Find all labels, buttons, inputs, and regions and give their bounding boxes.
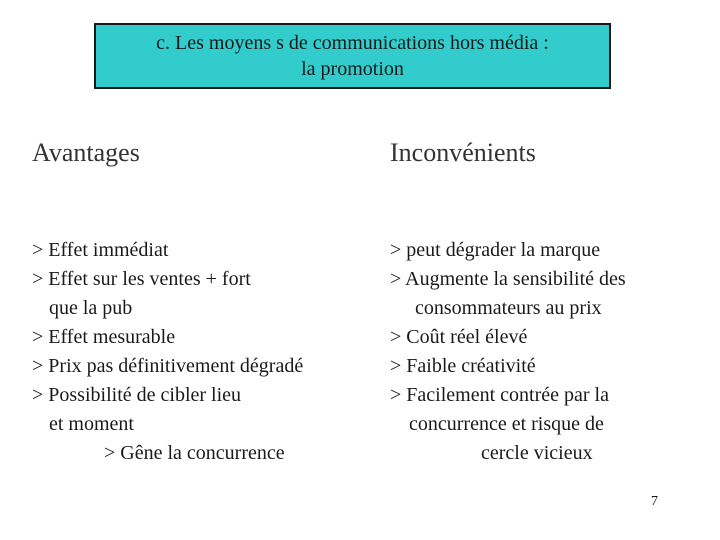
advantages-line: > Effet immédiat xyxy=(32,239,169,261)
advantages-line: > Effet sur les ventes + fort xyxy=(32,268,251,290)
slide-title-line-2: la promotion xyxy=(301,58,404,80)
slide-title-box xyxy=(94,23,611,89)
disadvantages-line: concurrence et risque de xyxy=(409,413,604,435)
advantages-heading: Avantages xyxy=(32,138,140,167)
advantages-list xyxy=(32,236,303,468)
advantages-line: que la pub xyxy=(49,297,133,319)
disadvantages-heading: Inconvénients xyxy=(390,138,536,167)
page-number: 7 xyxy=(651,494,658,509)
disadvantages-line: consommateurs au prix xyxy=(415,297,602,319)
advantages-line: > Effet mesurable xyxy=(32,326,176,348)
disadvantages-line: > Faible créativité xyxy=(390,355,536,377)
disadvantages-line: cercle vicieux xyxy=(481,442,593,464)
advantages-line: > Possibilité de cibler lieu xyxy=(32,384,242,406)
disadvantages-line: > peut dégrader la marque xyxy=(390,239,601,261)
disadvantages-line: > Facilement contrée par la xyxy=(390,384,609,406)
disadvantages-line: > Augmente la sensibilité des xyxy=(390,268,626,290)
slide-title-line-1: c. Les moyens s de communications hors média : xyxy=(156,32,549,54)
disadvantages-list xyxy=(390,236,626,468)
advantages-line: > Gêne la concurrence xyxy=(104,442,285,464)
advantages-line: et moment xyxy=(49,413,134,435)
advantages-line: > Prix pas définitivement dégradé xyxy=(32,355,304,377)
disadvantages-line: > Coût réel élevé xyxy=(390,326,528,348)
